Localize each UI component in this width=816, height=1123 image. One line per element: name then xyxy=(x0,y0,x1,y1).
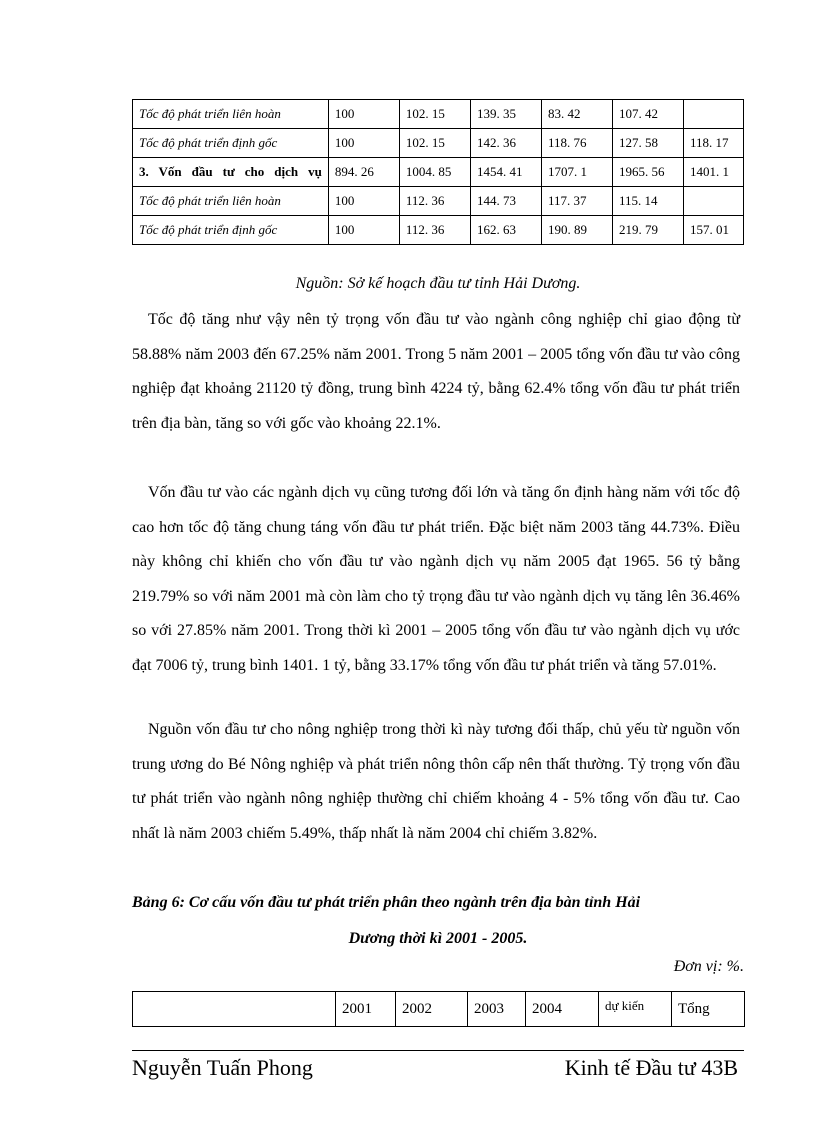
header-cell-total: Tổng xyxy=(672,992,745,1027)
table-cell: 1004. 85 xyxy=(399,158,470,187)
row-label: Tốc độ phát triển định gốc xyxy=(133,216,329,245)
table-cell: 162. 63 xyxy=(470,216,541,245)
header-cell-2003: 2003 xyxy=(468,992,526,1027)
table-cell: 157. 01 xyxy=(684,216,744,245)
table6-caption: Bảng 6: Cơ cấu vốn đầu tư phát triển phân theo ngành trên địa bàn tỉnh Hải xyxy=(132,894,641,911)
table-cell: 112. 36 xyxy=(399,187,470,216)
table-cell: 1965. 56 xyxy=(613,158,684,187)
row-label: Vốn đầu tư cho dịch vụ xyxy=(158,164,322,179)
paragraph-industry xyxy=(132,303,740,441)
header-cell-2004: 2004 xyxy=(526,992,599,1027)
source-note: Nguồn: Sở kế hoạch đầu tư tỉnh Hải Dương. xyxy=(295,275,581,292)
unit-label: Đơn vị: %. xyxy=(673,958,744,975)
table-cell: 100 xyxy=(328,187,399,216)
footer-course: Kinh tế Đầu tư 43B xyxy=(564,1055,738,1080)
table-header-row xyxy=(133,992,745,1027)
table-row xyxy=(133,187,744,216)
table-cell: 139. 35 xyxy=(470,100,541,129)
table-cell: 102. 15 xyxy=(399,129,470,158)
table-cell: 115. 14 xyxy=(613,187,684,216)
table-cell: 100 xyxy=(328,100,399,129)
table-cell: 190. 89 xyxy=(541,216,612,245)
table-cell: 144. 73 xyxy=(470,187,541,216)
table-cell: 1707. 1 xyxy=(541,158,612,187)
table-cell: 112. 36 xyxy=(399,216,470,245)
row-label: Tốc độ phát triển định gốc xyxy=(133,129,329,158)
table-cell: 894. 26 xyxy=(328,158,399,187)
row-number: 3. xyxy=(139,164,149,179)
table-cell: 127. 58 xyxy=(613,129,684,158)
table6-header xyxy=(132,991,745,1027)
header-cell-2002: 2002 xyxy=(396,992,468,1027)
header-cell-forecast: dự kiến xyxy=(599,992,672,1027)
table-cell: 102. 15 xyxy=(399,100,470,129)
table-row xyxy=(133,100,744,129)
table-cell: 219. 79 xyxy=(613,216,684,245)
paragraph-text: Vốn đầu tư vào các ngành dịch vụ cũng tương đối lớn và tăng ổn định hàng năm với tốc độ cao hơn tốc độ tăng chung táng vốn đầu tư phát triển. Đặc biệt năm 2003 tăng 44.73%. Điều này không chỉ khiến cho vốn đầu tư vào ngành dịch vụ năm 2005 đạt 1965. 56 tỷ bằng 219.79% so với năm 2001 mà còn làm cho tỷ trọng đầu tư vào ngành dịch vụ tăng lên 36.46% so với 27.85% năm 2001. Trong thời kì 2001 – 2005 tổng vốn đầu tư vào ngành dịch vụ ước đạt 7006 tỷ, trung bình 1401. 1 tỷ, bằng 33.17% tổng vốn đầu tư phát triển và tăng 57.01%. xyxy=(132,484,740,674)
table-cell: 100 xyxy=(328,216,399,245)
row-label: Tốc độ phát triển liên hoàn xyxy=(133,100,329,129)
table-row xyxy=(133,216,744,245)
table-row xyxy=(133,158,744,187)
table-cell: 83. 42 xyxy=(541,100,612,129)
table-cell: 142. 36 xyxy=(470,129,541,158)
paragraph-agriculture xyxy=(132,713,740,851)
footer-divider xyxy=(132,1050,744,1051)
table-cell xyxy=(684,100,744,129)
table-row xyxy=(133,129,744,158)
table-cell: 118. 17 xyxy=(684,129,744,158)
table6-caption-line2: Dương thời kì 2001 - 2005. xyxy=(348,930,528,947)
table-cell: 118. 76 xyxy=(541,129,612,158)
table-cell: 107. 42 xyxy=(613,100,684,129)
paragraph-text: Tốc độ tăng như vậy nên tỷ trọng vốn đầu tư vào ngành công nghiệp chỉ giao động từ 58.88% năm 2003 đến 67.25% năm 2001. Trong 5 năm 2001 – 2005 tổng vốn đầu tư vào công nghiệp đạt khoảng 21120 tỷ đồng, trung bình 4224 tỷ, bằng 62.4% tổng vốn đầu tư phát triển trên địa bàn, tăng so với gốc vào khoảng 22.1%. xyxy=(132,311,740,432)
paragraph-text: Nguồn vốn đầu tư cho nông nghiệp trong thời kì này tương đối thấp, chủ yếu từ nguồn vốn trung ương do Bé Nông nghiệp và phát triển nông thôn cấp nên thất thường. Tỷ trọng vốn đầu tư phát triển vào ngành nông nghiệp thường chỉ chiếm khoảng 4 - 5% tổng vốn đầu tư. Cao nhất là năm 2003 chiếm 5.49%, thấp nhất là năm 2004 chỉ chiếm 3.82%. xyxy=(132,721,740,842)
row-label: Tốc độ phát triển liên hoàn xyxy=(133,187,329,216)
table-cell: 100 xyxy=(328,129,399,158)
table-cell: 1401. 1 xyxy=(684,158,744,187)
paragraph-services xyxy=(132,476,740,683)
footer-author: Nguyễn Tuấn Phong xyxy=(132,1055,313,1080)
header-cell-empty xyxy=(133,992,336,1027)
table-cell: 117. 37 xyxy=(541,187,612,216)
header-cell-2001: 2001 xyxy=(336,992,396,1027)
row-label-services xyxy=(133,158,329,187)
table-cell: 1454. 41 xyxy=(470,158,541,187)
table-cell xyxy=(684,187,744,216)
investment-growth-table xyxy=(132,99,744,245)
